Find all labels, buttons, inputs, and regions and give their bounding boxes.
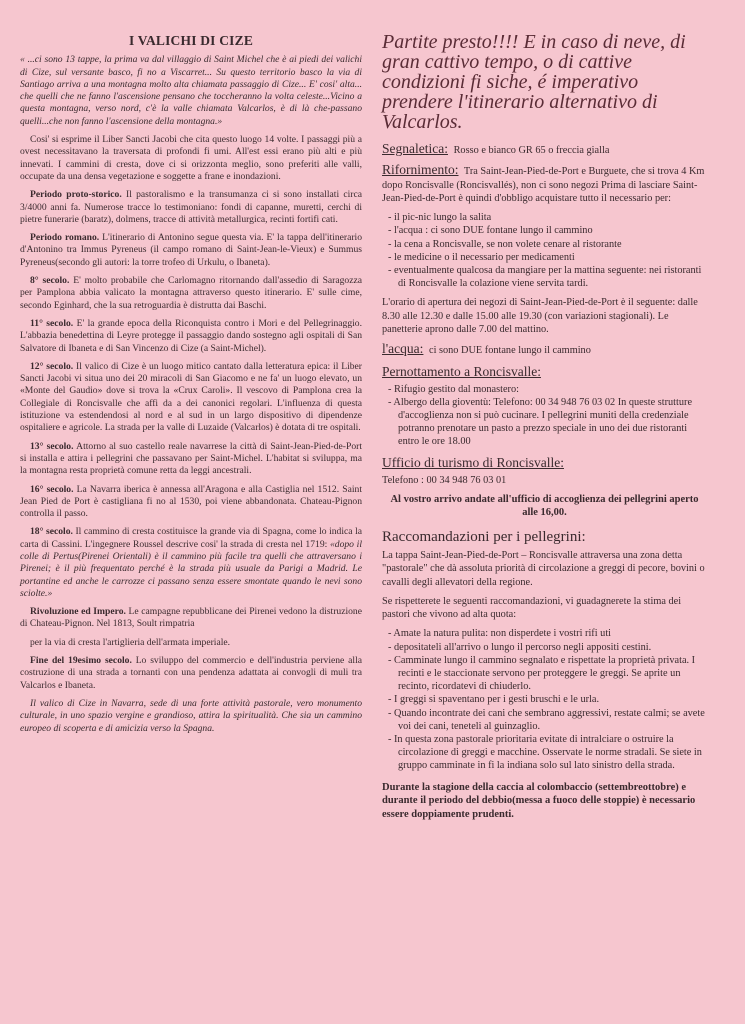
list-item: - In questa zona pastorale prioritaria evitate di intralciare o ostruire la circolazione di greggi e macchine. Osservate le norme stradali. Se siete in gruppo camminate in fi la indiana solo sul lato sinistro della strada.: [388, 734, 702, 772]
raccomandazioni-p2: Se rispetterete le seguenti raccomandazioni, vi guadagnerete la stima dei pastori che vivono ad alta quota:: [382, 595, 682, 621]
pernottamento-heading: Pernottamento a Roncisvalle:: [382, 363, 541, 379]
accoglienza-note: Al vostro arrivo andate all'ufficio di accoglienza dei pellegrini aperto alle 16,00.: [390, 493, 699, 519]
rifornimento-heading: Rifornimento:: [382, 162, 459, 178]
rifornimento-list: [382, 211, 707, 290]
list-item: - depositateli all'arrivo o lungo il percorso negli appositi cestini.: [388, 641, 652, 653]
list-item: - eventualmente qualcosa da mangiare per la mattina seguente: nei ristoranti di Roncisvalle la colazione viene servita tardi.: [388, 265, 702, 290]
section-heading: 11° secolo.: [30, 317, 74, 329]
history-paragraph: [20, 484, 362, 521]
acqua-text: ci sono DUE fontane lungo il cammino: [429, 345, 591, 357]
history-paragraph: [20, 655, 362, 692]
section-text: per la via di cresta l'artiglieria dell'armata imperiale.: [30, 636, 231, 648]
list-item: - le medicine o il necessario per medicamenti: [388, 251, 575, 263]
list-item: - l'acqua : ci sono DUE fontane lungo il cammino: [388, 225, 593, 237]
section-heading: 16° secolo.: [30, 483, 74, 495]
history-paragraph: [20, 606, 362, 631]
pernottamento-list: [382, 383, 707, 449]
history-paragraph: [20, 637, 362, 649]
section-heading: Fine del 19esimo secolo.: [30, 655, 132, 667]
list-item: - Rifugio gestito dal monastero:: [388, 383, 519, 395]
closing-paragraph: Il valico di Cize in Navarra, sede di una forte attività pastorale, vero monumento culturale, in uno spazio vergine e grandioso, attira la spiritualità. Che sia un cammino europeo di scoperta e di amicizia verso la Spagna.: [20, 697, 362, 734]
segnaletica-block: [382, 142, 707, 157]
section-text: Le campagne repubblicane dei Pirenei vedono la distruzione di Chateau-Pignon. Nel 1813, Soult rimpatria: [20, 606, 362, 630]
raccomandazioni-list: [382, 627, 707, 772]
section-heading: 18° secolo.: [30, 526, 73, 538]
list-item: - la cena a Roncisvalle, se non volete cenare al ristorante: [388, 238, 622, 250]
list-item: - il pic-nic lungo la salita: [388, 212, 492, 224]
raccomandazioni-heading: Raccomandazioni per i pellegrini:: [382, 528, 586, 545]
list-item: - Camminate lungo il cammino segnalato e rispettate la proprietà privata. I recinti e le staccionate servono per proteggere le greggi. Se aprite un recinto, ricordatevi di chiuderlo.: [388, 654, 696, 693]
history-paragraph: [20, 441, 362, 478]
segnaletica-text: Rosso e bianco GR 65 o freccia gialla: [453, 145, 610, 156]
history-paragraph: [20, 189, 362, 226]
section-text: La Navarra iberica è annessa all'Aragona e alla Castiglia nel 1512. Saint Jean Pied de Port è castigliana fi no al 1530, poi viene abbandonata. Chateau-Pignon controlla il passo.: [20, 483, 362, 520]
section-text: Attorno al suo castello reale navarrese la città di Saint-Jean-Pied-de-Port si installa e attira i pellegrini che passavano per Saint-Michel. L'habitat si sviluppa, ma la montagna resta proprietà comune retta da leggi ancestrali.: [20, 440, 362, 477]
section-text: E' la grande epoca della Riconquista contro i Mori e del Pellegrinaggio. L'abbazia benedettina di Leyre protegge il passaggio dando sostegno agli ospitali di San Salvatore di Ibaneta e di San Vincenzo di Cize (a Saint-Michel).: [20, 317, 362, 354]
section-text: Il valico di Cize è un luogo mitico cantato dalla letteratura epica: il Liber Sancti Jacobi vi situa uno dei 20 miracoli di San Giacomo e ne fa' un luogo elevato, un «Monte del Gaudio» dove si trova la «Crux Caroli». Il vescovo di Pamplona crea la Collegiale di Roncisvalle che affi da a dei canonici regolari. L'influenza di questa istituzione va estendendosi al nord e al sud in un largo dispositivo di dipendenze ospitaliere e agricole. La strada per la valle di Luzaide (Valcarlos) è dotata di tre ospitali.: [20, 360, 362, 434]
section-text: Il cammino di cresta costituisce la grande via di Spagna, come lo indica la carta di Cassini. L'ingegnere Roussel descrive cosi' la strada di cresta nel 1719:: [20, 526, 362, 550]
right-column: [382, 32, 707, 821]
section-quote: «dopo il colle di Pertus(Pirenei Orientali) è il cammino più facile tra quelli che attraversano i Pirenei; è il più frequentato perché è la strada più usuale da Parigi a Madrid. Le portantine ed anche le carrozze ci passano senza essere smontate quando le nevi sono sciolte.»: [20, 538, 362, 599]
acqua-heading: l'acqua:: [382, 341, 424, 357]
section-heading: 13° secolo.: [30, 440, 74, 452]
rifornimento-block: [382, 163, 707, 205]
list-item: - I greggi si spaventano per i gesti bruschi e le urla.: [388, 694, 600, 706]
ufficio-phone: Telefono : 00 34 948 76 03 01: [382, 474, 507, 486]
section-text: Lo sviluppo del commercio e dell'industria perviene alla costruzione di una strada a tornanti con una pendenza adattata ai convogli di muli tra Valcarlos e Ibaneta.: [20, 655, 362, 691]
section-text: L'itinerario di Antonino segue questa via. E' la tappa dell'itinerario d'Antonino tra Immus Pyreneus (il campo romano di Saint-Jean-le-Vieux) e Summus Pyreneus(secondo gli autori: la torre trofeo di Urkulu, o Ibaneta).: [20, 232, 362, 268]
section-text: Il pastoralismo e la transumanza ci si sono installati circa 3/4000 anni fa. Numerose tracce lo testimoniano: fondi di capanne, muretti, cerchi di pietre funerarie (baratz), dolmens, tracce di attività metallurgica, recinti fortifi cati.: [20, 189, 362, 225]
left-column: [20, 32, 362, 741]
paragraph-liber: Cosi' si esprime il Liber Sancti Jacobi che cita questo luogo 14 volte. I passaggi più a ovest necessitavano la traversata di profondi fi umi. All'est essi erano più alti e più innevati. I cammini di cresta, dove ci si orizzonta meglio, sono preferiti alle valli, occupate da una densa vegetazione e soggette a frane e inondazioni.: [20, 134, 362, 182]
section-text: E' molto probabile che Carlomagno ritornando dall'assedio di Saragozza per Pamplona abbia valicato la montagna attraverso questo itinerario. E' sulle cime, secondo Eginhard, che la sua retroguardia è distrutta dai Baschi.: [20, 275, 362, 311]
section-heading: 12° secolo.: [30, 360, 74, 372]
orario-paragraph: L'orario di apertura dei negozi di Saint-Jean-Pied-de-Port è il seguente: dalle 8.30 alle 12.30 e dalle 15.00 alle 19.30 (con variazioni stagionali). Le panetterie aprono dalle 7.00 del mattino.: [382, 297, 698, 335]
caccia-warning: Durante la stagione della caccia al colombaccio (settembreottobre) e durante il periodo del debbio(messa a fuoco delle stoppie) è necessario essere doppiamente prudenti.: [382, 781, 696, 820]
ufficio-heading: Ufficio di turismo di Roncisvalle:: [382, 454, 564, 470]
segnaletica-heading: Segnaletica:: [382, 141, 448, 156]
section-heading: Periodo romano.: [30, 232, 100, 244]
history-paragraph: [20, 361, 362, 435]
list-item: - Albergo della gioventù: Telefono: 00 34 948 76 03 02 In queste strutture d'accoglienza non si può cucinare. I pellegrini muniti della credenziale potranno prenotare un pasto a prezzo speciale in uno dei due ristoranti entro le ore 18.00: [388, 396, 693, 448]
list-item: - Amate la natura pulita: non disperdete i vostri rifi uti: [388, 628, 612, 640]
history-sections: [20, 189, 362, 692]
history-paragraph: [20, 232, 362, 269]
history-paragraph: [20, 318, 362, 355]
history-paragraph: [20, 526, 362, 600]
intro-quote: « ...ci sono 13 tappe, la prima va dal villaggio di Saint Michel che è ai piedi dei valichi di Cize, sul versante basco, fi no a Viscarret... Su questo territorio basco la via di Santiago arriva a una montagna molto alta chiamata passaggio di Cize... E' cosi' alta... che quelli che ne fanno l'ascensione pensano che toccheranno la volta celeste...Vicino a questa montagna, verso nord, c'è la valle chiamata Valcarlos, è di là che-passano quelli...che non fanno l'ascensione della montagna.»: [20, 54, 362, 127]
rifornimento-text: Tra Saint-Jean-Pied-de-Port e Burguete, che si trova 4 Km dopo Roncisvalle (Roncisvallés), non ci sono negozi Prima di lasciare Saint-Jean-Pied-de-Port è quindi d'obbligo acquistare tutto il necessario per:: [382, 166, 705, 204]
list-item: - Quando incontrate dei cani che sembrano aggressivi, restate calmi; se avete voi dei cani, teneteli al guinzaglio.: [388, 707, 705, 732]
section-heading: Rivoluzione ed Impero.: [30, 606, 126, 618]
section-heading: Periodo proto-storico.: [30, 189, 122, 201]
acqua-block: [382, 342, 707, 357]
warning-intro: Partite presto!!!! E in caso di neve, di gran cattivo tempo, o di cattive condizioni fi siche, é imperativo prendere l'itinerario alternativo di Valcarlos.: [382, 31, 686, 133]
section-heading: 8° secolo.: [30, 275, 70, 287]
history-paragraph: [20, 275, 362, 312]
page-title: I VALICHI DI CIZE: [128, 33, 254, 48]
raccomandazioni-intro: La tappa Saint-Jean-Pied-de-Port – Roncisvalle attraversa una zona detta "pastorale" che dà assoluta priorità di circolazione a greggi di pecore, bovini o cavalli degli allevatori della regione.: [382, 549, 705, 588]
